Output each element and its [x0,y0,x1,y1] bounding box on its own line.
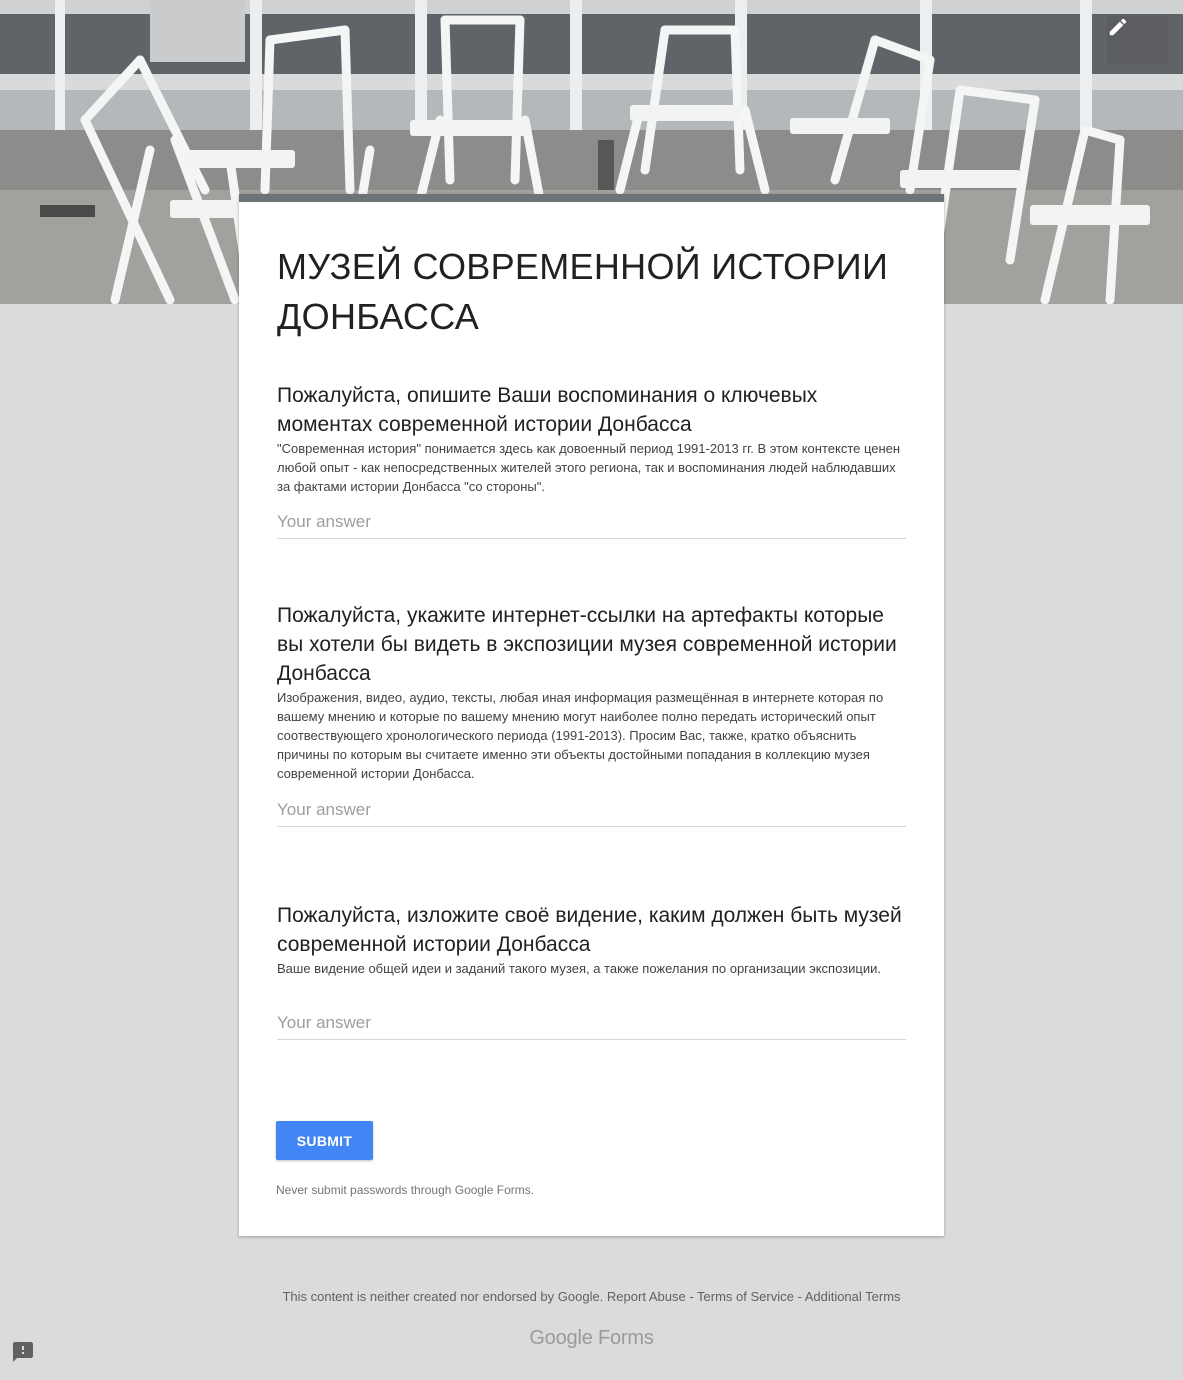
answer-field-museum-vision[interactable] [277,1011,906,1040]
pencil-icon [1107,16,1129,38]
google-forms-logo[interactable] [0,1327,1183,1350]
additional-terms-link[interactable]: Additional Terms [804,1289,901,1304]
footer-disclaimer [0,1289,1183,1304]
edit-button[interactable] [1107,16,1168,64]
question-title: Пожалуйста, изложите своё видение, каким должен быть музей современной истории Донбасса [277,904,902,956]
answer-field-artifact-links[interactable] [277,798,906,827]
question-title: Пожалуйста, укажите интернет-ссылки на артефакты которые вы хотели бы видеть в экспозиции музея современной истории Донбасса [277,604,897,685]
footer-separator: - [793,1289,805,1304]
answer-field-memories[interactable] [277,510,906,539]
question-description: "Современная история" понимается здесь как довоенный период 1991-2013 гг. В этом контексте ценен любой опыт - как непосредственных жителей этого региона, так и воспоминания людей наблюдавших за фактами истории Донбасса "со стороны". [277,441,901,494]
report-abuse-link[interactable]: Report Abuse [606,1289,686,1304]
footer-separator: - [685,1289,698,1304]
question-museum-vision [277,901,907,978]
brand-google: Google [529,1327,593,1349]
brand-forms: Forms [597,1327,654,1349]
answer-input[interactable] [277,510,906,534]
question-description: Изображения, видео, аудио, тексты, любая иная информация размещённая в интернете которая по вашему мнению и которые по вашему мнению могут наиболее полно передать исторический опыт соотвествующего хронологического периода (1991-2013). Просим Вас, также, кратко объяснить причины по которым вы считаете именно эти объекты достойными попадания в коллекцию музея современной истории Донбасса. [277,690,884,781]
password-warning: Never submit passwords through Google Forms. [276,1183,535,1197]
terms-of-service-link[interactable]: Terms of Service [697,1289,794,1304]
form-card [239,194,944,1236]
footer-disclaimer-text: This content is neither created nor endorsed by Google. [282,1289,604,1304]
question-memories [277,381,907,496]
answer-input[interactable] [277,798,906,822]
form-title: МУЗЕЙ СОВРЕМЕННОЙ ИСТОРИИ ДОНБАССА [277,246,889,337]
question-description: Ваше видение общей идеи и заданий такого музея, а также пожелания по организации экспозиции. [277,961,881,976]
card-accent-bar [239,194,944,202]
submit-button[interactable]: SUBMIT [276,1121,373,1160]
question-title: Пожалуйста, опишите Ваши воспоминания о ключевых моментах современной истории Донбасса [277,384,818,436]
answer-input[interactable] [277,1011,906,1035]
question-artifact-links [277,601,907,783]
report-problem-icon[interactable] [11,1340,35,1364]
